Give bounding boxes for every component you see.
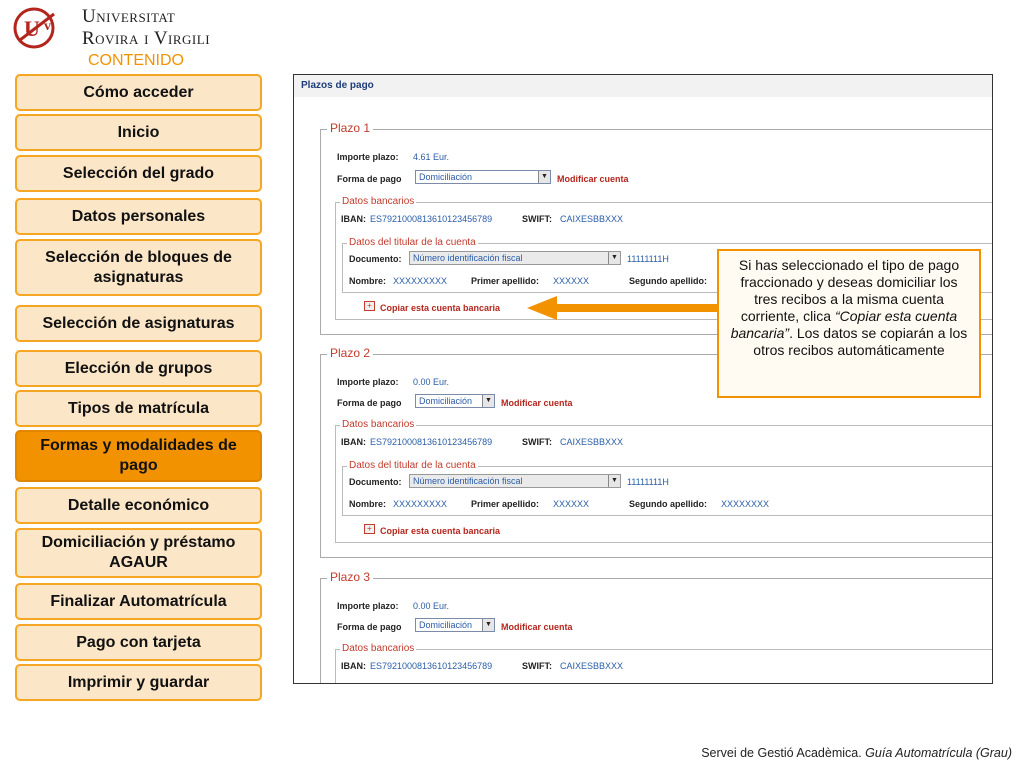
callout-arrow-icon [527,296,721,320]
datos-bancarios-legend: Datos bancarios [342,643,415,654]
documento-label: Documento: [349,477,402,487]
chevron-down-icon: ▼ [482,619,494,631]
menu-item-finalizar[interactable]: Finalizar Automatrícula [15,583,262,620]
svg-text:v: v [44,19,51,34]
importe-label: Importe plazo: [337,601,399,611]
nombre-label: Nombre: [349,499,387,509]
menu-item-como-acceder[interactable]: Cómo acceder [15,74,262,111]
menu-item-pago-tarjeta[interactable]: Pago con tarjeta [15,624,262,661]
swift-label: SWIFT: [522,214,552,224]
urv-logo [10,4,230,54]
iban-value: ES7921000813610123456789 [370,437,493,447]
menu-item-datos-personales[interactable]: Datos personales [15,198,262,235]
menu-item-formas-pago[interactable]: Formas y modalidades de pago [15,430,262,482]
importe-value: 4.61 Eur. [413,152,450,162]
primer-apellido-label: Primer apellido: [471,499,540,509]
menu-item-eleccion-grupos[interactable]: Elección de grupos [15,350,262,387]
forma-pago-select[interactable]: Domiciliación ▼ [415,618,495,632]
copiar-cuenta-link[interactable]: Copiar esta cuenta bancaria [380,526,501,536]
menu-item-tipos-matricula[interactable]: Tipos de matrícula [15,390,262,427]
plazo-3-legend: Plazo 3 [327,570,373,584]
swift-value: CAIXESBBXXX [560,437,624,447]
chevron-down-icon: ▼ [482,395,494,407]
titular-fieldset [342,460,993,516]
importe-label: Importe plazo: [337,377,399,387]
swift-label: SWIFT: [522,661,552,671]
iban-label: IBAN: [341,437,366,447]
iban-value: ES7921000813610123456789 [370,661,493,671]
chevron-down-icon: ▼ [608,475,620,487]
menu-item-imprimir[interactable]: Imprimir y guardar [15,664,262,701]
plazo-3-fieldset [320,570,993,684]
university-name: Universitat Rovira i Virgili [82,6,211,49]
iban-label: IBAN: [341,661,366,671]
nombre-value: XXXXXXXXX [393,276,448,286]
segundo-apellido-label: Segundo apellido: [629,499,707,509]
contenido-heading: CONTENIDO [88,52,184,69]
menu-item-detalle-economico[interactable]: Detalle económico [15,487,262,524]
plazo-2-legend: Plazo 2 [327,346,373,360]
primer-apellido-label: Primer apellido: [471,276,540,286]
instruction-callout: Si has seleccionado el tipo de pago fraccionado y deseas domiciliar los tres recibos a la misma cuenta corriente, clica “Copiar esta cuenta bancaria”. Los datos se copiarán a los otros recibos automáticamente [717,249,981,398]
segundo-apellido-value: XXXXXXXX [721,499,770,509]
menu-item-seleccion-asignaturas[interactable]: Selección de asignaturas [15,305,262,342]
forma-pago-label: Forma de pago [337,398,402,408]
forma-pago-label: Forma de pago [337,174,402,184]
panel-header [294,75,992,97]
svg-text:U: U [24,16,40,41]
forma-pago-label: Forma de pago [337,622,402,632]
forma-pago-select[interactable]: Domiciliación ▼ [415,170,551,184]
forma-pago-select[interactable]: Domiciliación ▼ [415,394,495,408]
swift-value: CAIXESBBXXX [560,661,624,671]
primer-apellido-value: XXXXXX [553,499,590,509]
chevron-down-icon: ▼ [608,252,620,264]
menu-item-inicio[interactable]: Inicio [15,114,262,151]
swift-label: SWIFT: [522,437,552,447]
nombre-value: XXXXXXXXX [393,499,448,509]
nombre-label: Nombre: [349,276,387,286]
iban-value: ES7921000813610123456789 [370,214,493,224]
documento-number: 11111111H [627,477,669,487]
importe-value: 0.00 Eur. [413,377,450,387]
datos-bancarios-fieldset [335,643,993,684]
chevron-down-icon: ▼ [538,171,550,183]
urv-emblem-icon [10,6,70,50]
documento-label: Documento: [349,254,402,264]
datos-bancarios-fieldset [335,419,993,543]
swift-value: CAIXESBBXXX [560,214,624,224]
titular-legend: Datos del titular de la cuenta [349,460,476,471]
copy-account-icon[interactable]: + [364,524,375,534]
menu-item-seleccion-grado[interactable]: Selección del grado [15,155,262,192]
panel-title: Plazos de pago [301,80,374,91]
segundo-apellido-label: Segundo apellido: [629,276,707,286]
importe-value: 0.00 Eur. [413,601,450,611]
importe-label: Importe plazo: [337,152,399,162]
modificar-cuenta-link[interactable]: Modificar cuenta [557,174,629,184]
documento-select[interactable]: Número identificación fiscal ▼ [409,251,621,265]
footer-credit: Servei de Gestió Acadèmica. Guía Automatrícula (Grau) [701,746,1012,760]
menu-item-domiciliacion-agaur[interactable]: Domiciliación y préstamo AGAUR [15,528,262,578]
plazo-1-legend: Plazo 1 [327,121,373,135]
datos-bancarios-legend: Datos bancarios [342,196,415,207]
datos-bancarios-legend: Datos bancarios [342,419,415,430]
menu-item-seleccion-bloques[interactable]: Selección de bloques de asignaturas [15,239,262,296]
modificar-cuenta-link[interactable]: Modificar cuenta [501,622,573,632]
titular-legend: Datos del titular de la cuenta [349,237,476,248]
documento-select[interactable]: Número identificación fiscal ▼ [409,474,621,488]
documento-number: 11111111H [627,254,669,264]
copiar-cuenta-link[interactable]: Copiar esta cuenta bancaria [380,303,501,313]
iban-label: IBAN: [341,214,366,224]
copy-account-icon[interactable]: + [364,301,375,311]
modificar-cuenta-link[interactable]: Modificar cuenta [501,398,573,408]
primer-apellido-value: XXXXXX [553,276,590,286]
